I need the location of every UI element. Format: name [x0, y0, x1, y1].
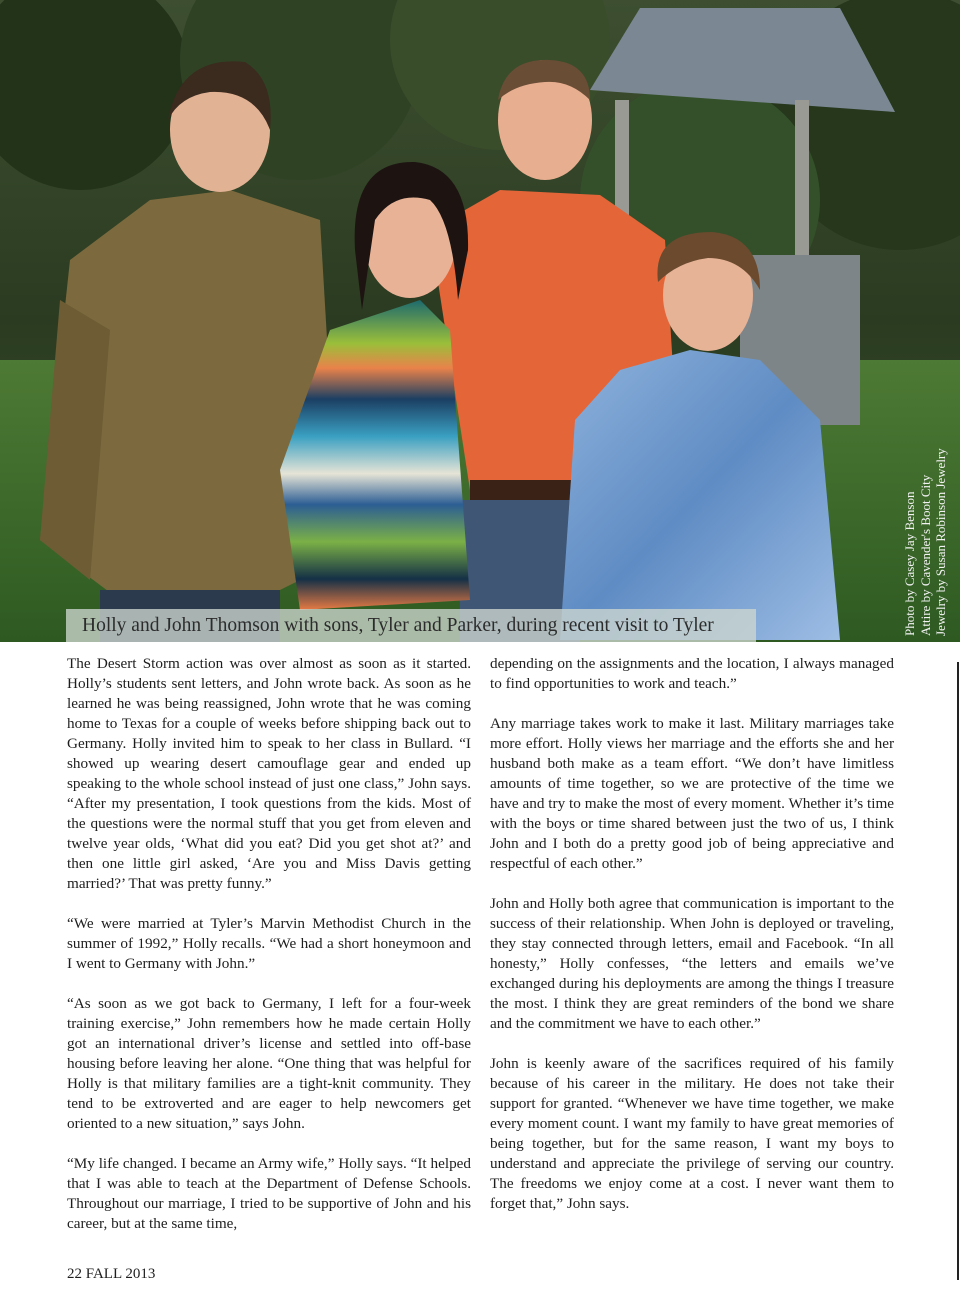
paragraph: John and Holly both agree that communication is important to the success of their relationship. When John is deployed or traveling, they stay connected through letters, email and Facebook. “In all honesty,” Holly confesses, “the letters and emails we’ve exchanged during his deployments are among the things I treasure the most. I think they are great reminders of the bond we share and the commitment we have to each other.” — [490, 895, 894, 1032]
paragraph: “My life changed. I became an Army wife,” Holly says. “It helped that I was able to teach at the Department of Defense Schools. Throughout our marriage, I tried to be supportive of John and his career, but at the same time, — [67, 1155, 471, 1232]
paragraph: “We were married at Tyler’s Marvin Methodist Church in the summer of 1992,” Holly recalls. “We had a short honeymoon and I went to Germany with John.” — [67, 915, 471, 972]
family-photo — [0, 0, 960, 642]
article-column-left — [67, 654, 471, 1234]
photo-credit-attire: Attire by Cavender's Boot City — [917, 474, 933, 636]
photo-credit-jewelry: Jewelry by Susan Robinson Jewelry — [933, 448, 948, 636]
page-edge-rule — [957, 662, 959, 1280]
photo-credit-photographer: Photo by Casey Jay Benson — [902, 491, 917, 636]
photo-credits — [902, 448, 949, 636]
paragraph: depending on the assignments and the location, I always managed to find opportunities to work and teach.” — [490, 655, 894, 692]
page-footer — [67, 1264, 155, 1284]
article-column-right — [490, 654, 894, 1214]
issue-label: FALL 2013 — [85, 1266, 156, 1282]
paragraph: The Desert Storm action was over almost as soon as it started. Holly’s students sent letters, and John wrote back. As soon as he learned he was being reassigned, John wrote that he was coming home to Texas for a couple of weeks before shipping back out to Germany. Holly invited him to speak to her class in Bullard. “I showed up wearing desert camouflage gear and ended up speaking to the whole school instead of just one class,” John says. “After my presentation, I took questions from the kids. Most of the questions were the normal stuff that you get from eleven and twelve year olds, ‘What did you eat? Did you get shot at?’ and then one little girl asked, ‘Are you and Miss Davis getting married?’ That was pretty funny.” — [67, 655, 471, 892]
photo-caption: Holly and John Thomson with sons, Tyler and Parker, during recent visit to Tyler — [82, 615, 714, 636]
family-photo-illustration — [0, 0, 960, 642]
paragraph: Any marriage takes work to make it last. Military marriages take more effort. Holly views her marriage and the efforts she and her husband both make as a team effort. “We don’t have limitless amounts of time together, so we are protective of the time we have and try to make the most of every moment. Whether it’s time with the boys or time shared between just the two of us, I think John and I both do a pretty good job of being appreciative and respectful of each other.” — [490, 715, 894, 872]
page-number: 22 — [67, 1266, 82, 1282]
paragraph: “As soon as we got back to Germany, I left for a four-week training exercise,” John remembers how he made certain Holly got an international driver’s license and settled into off-base housing before leaving her alone. “One thing that was helpful for Holly is that military families are a tight-knit community. They tend to be extroverted and are eager to help newcomers get oriented to a new situation,” says John. — [67, 995, 471, 1132]
paragraph: John is keenly aware of the sacrifices required of his family because of his career in the military. He does not take their support for granted. “Whenever we have time together, we make every moment count. I want my family to have great memories of being together, but for the same reason, I want my boys to understand and appreciate the privilege of serving our country. The freedoms we enjoy come at a cost. I never want them to forget that,” John says. — [490, 1055, 894, 1212]
